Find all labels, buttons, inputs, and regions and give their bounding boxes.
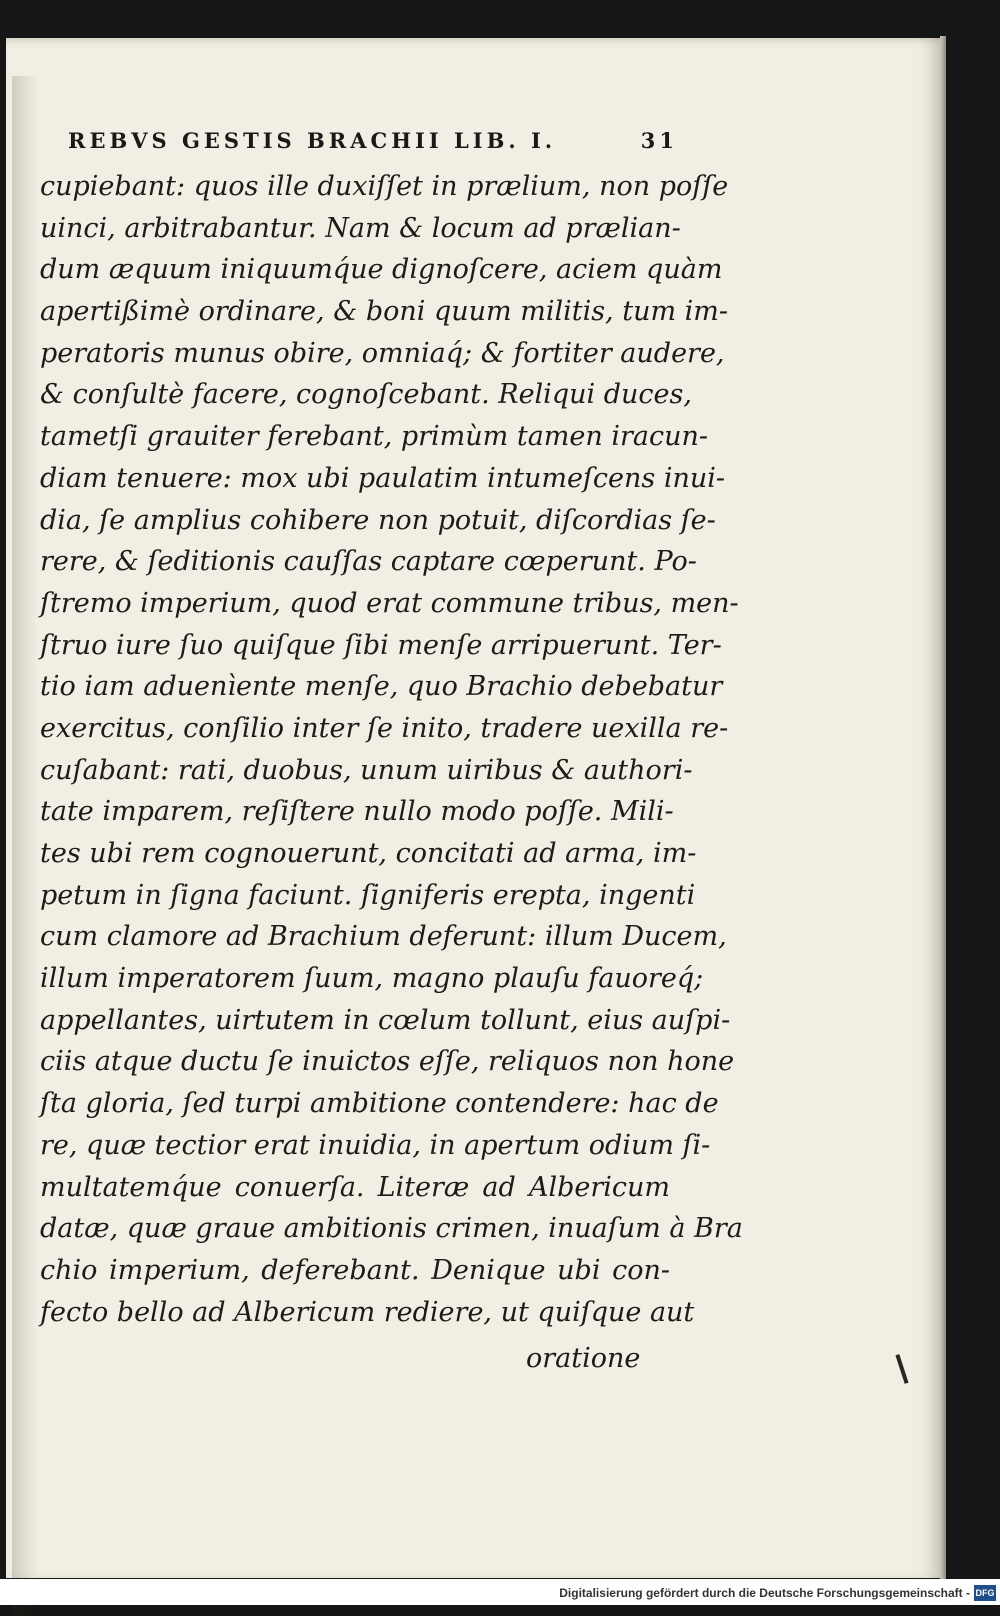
text-line: ciis atque ductu ſe inuictos eſſe, reliquos non hone	[40, 1046, 735, 1078]
text-line: petum in ſigna faciunt. ſigniferis erepta, ingenti	[40, 879, 696, 911]
text-line: fecto bello ad Albericum rediere, ut quiſque aut	[40, 1296, 695, 1328]
text-line: chio imperium, deferebant. Denique ubi con-	[40, 1254, 670, 1286]
text-line: datæ, quæ graue ambitionis crimen, inuaſum à Bra	[40, 1213, 743, 1245]
text-line: apertißimè ordinare, & boni quum militis, tum im-	[40, 296, 729, 328]
text-line: uinci, arbitrabantur. Nam & locum ad prælian-	[40, 212, 681, 244]
text-line: cuſabant: rati, duobus, unum uiribus & authori-	[40, 754, 693, 786]
text-line: & conſultè facere, cognoſcebant. Reliqui duces,	[40, 379, 692, 411]
running-title: REBVS GESTIS BRACHII LIB. I.	[68, 128, 557, 153]
text-line: peratoris munus obire, omniaq́; & fortiter audere,	[40, 337, 725, 369]
text-line: cum clamore ad Brachium deferunt: illum Ducem,	[40, 921, 727, 953]
text-block	[40, 166, 743, 1333]
binding-shadow	[12, 76, 38, 1616]
catchword: oratione	[526, 1343, 641, 1374]
text-line: dia, ſe amplius cohibere non potuit, diſcordias ſe-	[40, 504, 716, 536]
text-line: diam tenuere: mox ubi paulatim intumeſcens inui-	[40, 462, 726, 494]
text-line: tio iam aduenìente menſe, quo Brachio debebatur	[40, 671, 723, 703]
text-line: ſtremo imperium, quod erat commune tribus, men-	[40, 587, 739, 619]
footer-bar	[0, 1579, 1000, 1605]
book-page	[6, 38, 940, 1578]
page-edge	[940, 36, 946, 1580]
text-line: appellantes, uirtutem in cœlum tollunt, eius auſpi-	[40, 1004, 731, 1036]
running-header	[68, 128, 678, 153]
text-line: ſta gloria, ſed turpi ambitione contendere: hac de	[40, 1088, 719, 1120]
text-line: illum imperatorem ſuum, magno plauſu fauoreq́;	[40, 963, 704, 995]
dfg-logo-icon: DFG	[974, 1585, 996, 1601]
text-line: cupiebant: quos ille duxiſſet in prælium, non poſſe	[40, 171, 729, 202]
folio-number: 31	[640, 128, 678, 153]
text-line: rere, & ſeditionis cauſſas captare cœperunt. Po-	[40, 546, 697, 578]
text-line: exercitus, conſilio inter ſe inito, tradere uexilla re-	[40, 712, 729, 744]
text-line: tametſi grauiter ferebant, primùm tamen iracun-	[40, 421, 709, 453]
text-line: dum æquum iniquumq́ue dignoſcere, aciem quàm	[40, 254, 723, 286]
text-line: re, quæ tectior erat inuidia, in apertum odium ſi-	[40, 1129, 711, 1161]
text-line: ſtruo iure ſuo quiſque ſibi menſe arripuerunt. Ter-	[40, 629, 722, 661]
text-line: multatemq́ue conuerſa. Literæ ad Albericum	[40, 1171, 670, 1203]
footer-credit: Digitalisierung gefördert durch die Deutsche Forschungsgemeinschaft -	[559, 1586, 970, 1600]
text-line: tes ubi rem cognouerunt, concitati ad arma, im-	[40, 838, 697, 869]
text-line: tate imparem, reſiſtere nullo modo poſſe. Mili-	[40, 796, 674, 828]
